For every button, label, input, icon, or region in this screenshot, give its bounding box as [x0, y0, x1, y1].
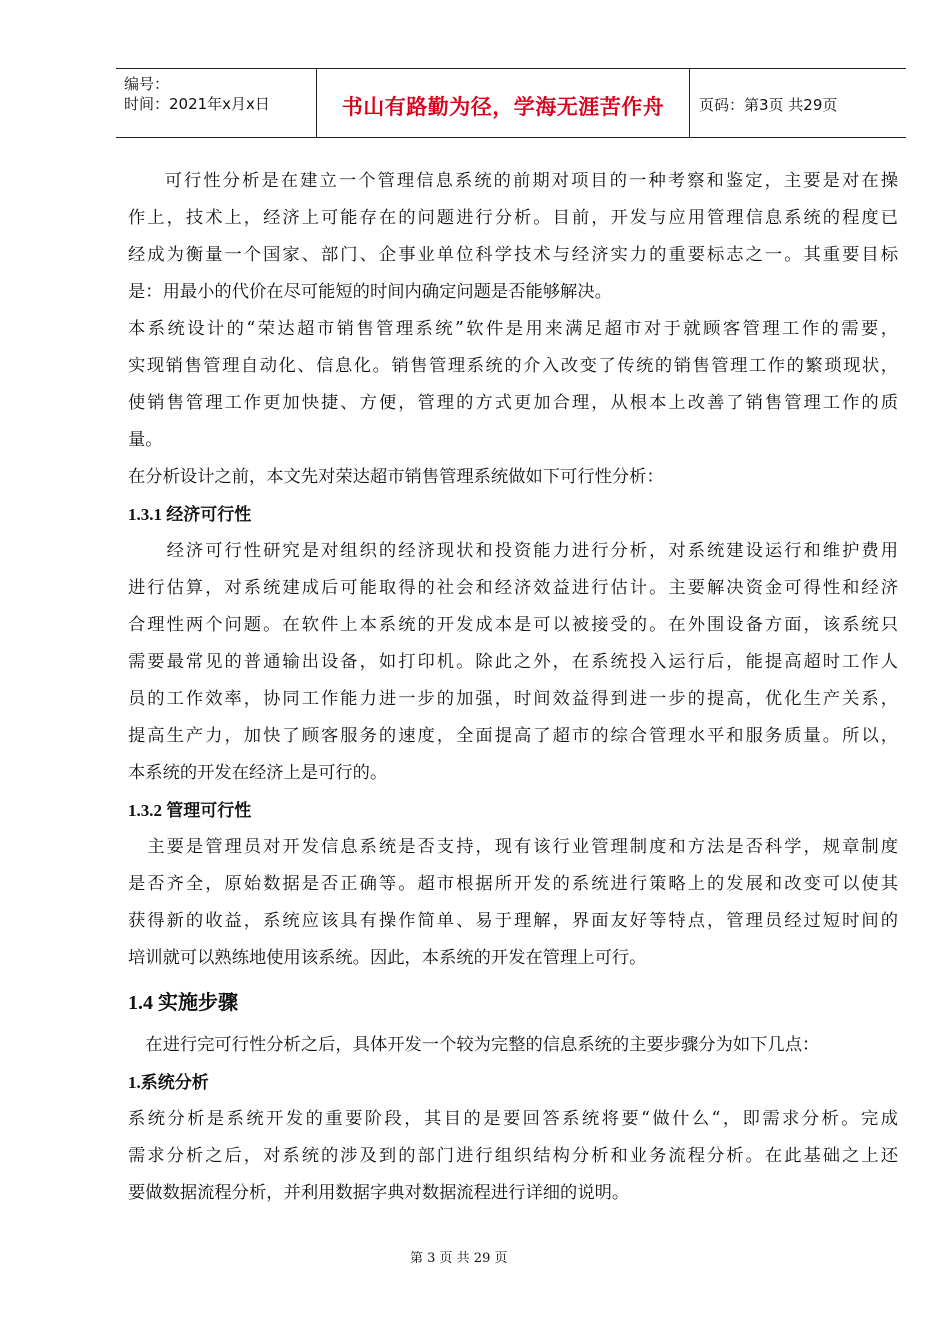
- paragraph-line: 在分析设计之前，本文先对荣达超市销售管理系统做如下可行性分析：: [128, 467, 664, 487]
- paragraph-line: 量。: [128, 430, 163, 450]
- step-heading-system-analysis: 1.系统分析: [128, 1073, 209, 1092]
- footer-page-number: 第 3 页 共 29 页: [410, 1251, 508, 1266]
- paragraph-line: 可行性分析是在建立一个管理信息系统的前期对项目的一种考察和鉴定，主要是对在操: [126, 171, 898, 191]
- page-info: 页码：第3页 共29页: [699, 96, 838, 114]
- paragraph-line: 合理性两个问题。在软件上本系统的开发成本是可以被接受的。在外围设备方面，该系统只: [128, 615, 898, 635]
- paragraph-line: 主要是管理员对开发信息系统是否支持，现有该行业管理制度和方法是否科学，规章制度: [128, 837, 898, 857]
- paragraph-line: 经济可行性研究是对组织的经济现状和投资能力进行分析，对系统建设运行和维护费用: [128, 541, 898, 561]
- paragraph-line: 提高生产力，加快了顾客服务的速度，全面提高了超市的综合管理水平和服务质量。所以，: [128, 726, 898, 746]
- section-heading-1-3-2: 1.3.2 管理可行性: [128, 801, 252, 820]
- paragraph-line: 经成为衡量一个国家、部门、企事业单位科学技术与经济实力的重要标志之一。其重要目标: [128, 245, 898, 265]
- paragraph-line: 本系统的开发在经济上是可行的。: [128, 763, 388, 783]
- paragraph-line: 使销售管理工作更加快捷、方便，管理的方式更加合理，从根本上改善了销售管理工作的质: [128, 393, 898, 413]
- document-body: [128, 163, 898, 1212]
- paragraph-line: 作上，技术上，经济上可能存在的问题进行分析。目前，开发与应用管理信息系统的程度已: [128, 208, 898, 228]
- page-footer: [0, 1247, 950, 1266]
- header-meta-cell: [116, 69, 317, 137]
- paragraph-line: 需要最常见的普通输出设备，如打印机。除此之外，在系统投入运行后，能提高超时工作人: [128, 652, 898, 672]
- paragraph-line: 获得新的收益，系统应该具有操作简单、易于理解，界面友好等特点，管理员经过短时间的: [128, 911, 898, 931]
- header-motto-cell: [317, 69, 690, 137]
- page-header: [116, 68, 906, 138]
- paragraph-line: 需求分析之后，对系统的涉及到的部门进行组织结构分析和业务流程分析。在此基础之上还: [128, 1146, 898, 1166]
- paragraph-line: 进行估算，对系统建成后可能取得的社会和经济效益进行估计。主要解决资金可得性和经济: [128, 578, 898, 598]
- paragraph-line: 员的工作效率，协同工作能力进一步的加强，时间效益得到进一步的提高，优化生产关系，: [128, 689, 898, 709]
- header-page-cell: [691, 69, 906, 137]
- paragraph-line: 实现销售管理自动化、信息化。销售管理系统的介入改变了传统的销售管理工作的繁琐现状，: [128, 356, 898, 376]
- section-heading-1-4: 1.4 实施步骤: [128, 992, 238, 1014]
- paragraph-line: 在进行完可行性分析之后，具体开发一个较为完整的信息系统的主要步骤分为如下几点：: [128, 1035, 820, 1055]
- paragraph-line: 系统分析是系统开发的重要阶段，其目的是要回答系统将要“做什么“，即需求分析。完成: [128, 1109, 898, 1129]
- paragraph-line: 本系统设计的“荣达超市销售管理系统”软件是用来满足超市对于就顾客管理工作的需要，: [128, 319, 898, 339]
- paragraph-line: 是：用最小的代价在尽可能短的时间内确定问题是否能够解决。: [128, 282, 612, 302]
- paragraph-line: 是否齐全，原始数据是否正确等。超市根据所开发的系统进行策略上的发展和改变可以使其: [128, 874, 898, 894]
- number-label: 编号：: [124, 75, 170, 93]
- motto-text: 书山有路勤为径，学海无涯苦作舟: [341, 95, 665, 119]
- paragraph-line: 培训就可以熟练地使用该系统。因此，本系统的开发在管理上可行。: [128, 948, 647, 968]
- section-heading-1-3-1: 1.3.1 经济可行性: [128, 505, 252, 524]
- time-label: 时间：2021年x月x日: [124, 95, 270, 113]
- paragraph-line: 要做数据流程分析，并利用数据字典对数据流程进行详细的说明。: [128, 1183, 630, 1203]
